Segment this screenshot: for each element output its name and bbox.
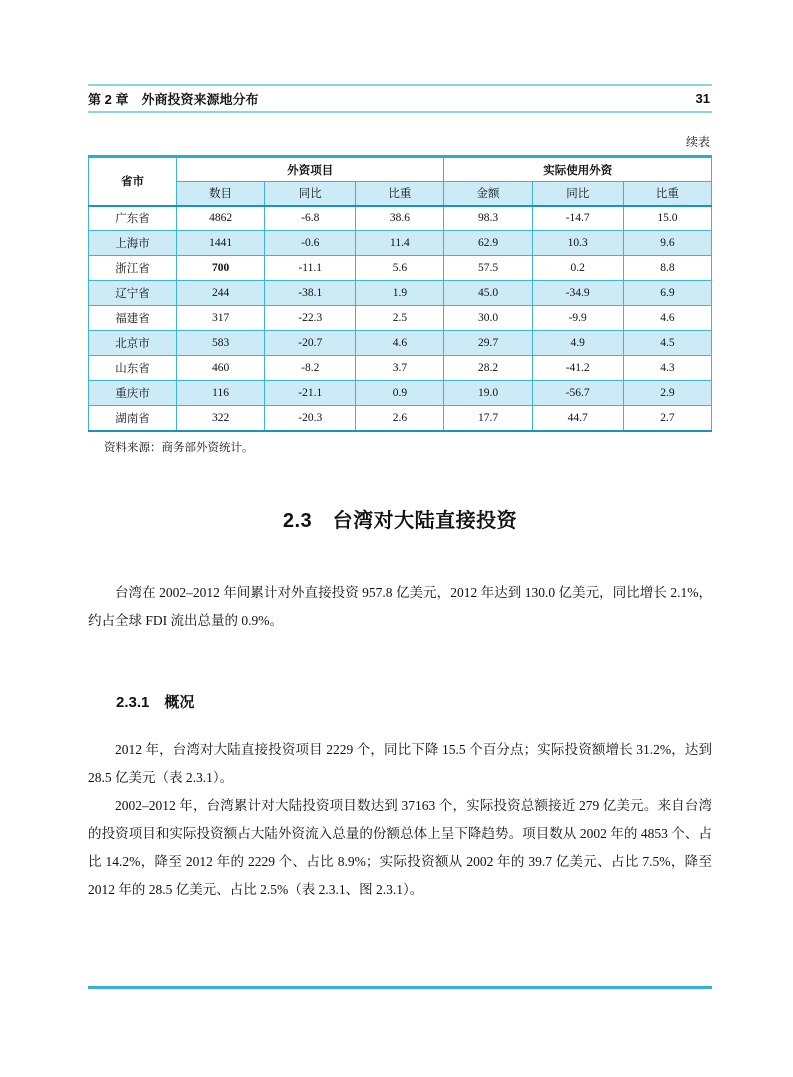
cell-fdi-share: 8.8 <box>623 256 711 281</box>
cell-fdi-amount: 30.0 <box>444 306 532 331</box>
table-row <box>89 331 712 356</box>
cell-fdi-amount: 29.7 <box>444 331 532 356</box>
cell-project-yoy: -20.7 <box>265 331 356 356</box>
cell-fdi-amount: 98.3 <box>444 206 532 231</box>
cell-project-yoy: -11.1 <box>265 256 356 281</box>
cell-province: 上海市 <box>89 231 177 256</box>
paragraph-cumulative: 2002–2012 年，台湾累计对大陆投资项目数达到 37163 个，实际投资总额接近 279 亿美元。来自台湾的投资项目和实际投资额占大陆外资流入总量的份额总体上呈下降趋势。项目数从 2002 年的 4853 个、占比 14.2%，降至 2012 年的 2229 个、占比 8.9%；实际投资额从 2002 年的 39.7 亿美元、占比 7.5%，降至 2012 年的 28.5 亿美元、占比 2.5%（表 2.3.1、图 2.3.1）。 <box>88 797 712 897</box>
cell-project-yoy: -0.6 <box>265 231 356 256</box>
col-header-yoy-projects: 同比 <box>265 182 356 206</box>
table-row <box>89 256 712 281</box>
cell-province: 广东省 <box>89 206 177 231</box>
col-header-province: 省市 <box>89 157 177 206</box>
cell-fdi-amount: 62.9 <box>444 231 532 256</box>
cell-fdi-yoy: 0.2 <box>532 256 623 281</box>
cell-project-yoy: -8.2 <box>265 356 356 381</box>
col-group-actual-fdi: 实际使用外资 <box>444 157 712 182</box>
cell-fdi-amount: 57.5 <box>444 256 532 281</box>
cell-province: 浙江省 <box>89 256 177 281</box>
table-row <box>89 231 712 256</box>
foreign-investment-table <box>88 155 712 432</box>
cell-province: 北京市 <box>89 331 177 356</box>
cell-project-share: 0.9 <box>356 381 444 406</box>
cell-fdi-yoy: 10.3 <box>532 231 623 256</box>
running-head <box>88 84 712 113</box>
cell-project-count: 116 <box>177 381 265 406</box>
cell-fdi-yoy: -9.9 <box>532 306 623 331</box>
cell-project-share: 3.7 <box>356 356 444 381</box>
cell-fdi-share: 2.7 <box>623 406 711 431</box>
cell-project-share: 38.6 <box>356 206 444 231</box>
cell-project-count: 700 <box>177 256 265 281</box>
cell-project-yoy: -22.3 <box>265 306 356 331</box>
cell-fdi-yoy: 44.7 <box>532 406 623 431</box>
table-header-sub-row <box>89 182 712 206</box>
cell-project-share: 1.9 <box>356 281 444 306</box>
cell-project-count: 1441 <box>177 231 265 256</box>
cell-project-share: 2.6 <box>356 406 444 431</box>
cell-project-yoy: -20.3 <box>265 406 356 431</box>
table-row <box>89 406 712 431</box>
cell-fdi-share: 9.6 <box>623 231 711 256</box>
cell-project-count: 460 <box>177 356 265 381</box>
table-body <box>89 206 712 431</box>
table-row <box>89 281 712 306</box>
cell-province: 福建省 <box>89 306 177 331</box>
table-row <box>89 306 712 331</box>
table-row <box>89 206 712 231</box>
table-header-group-row <box>89 157 712 182</box>
paragraph-overview: 台湾在 2002–2012 年间累计对外直接投资 957.8 亿美元，2012 年达到 130.0 亿美元，同比增长 2.1%，约占全球 FDI 流出总量的 0.9%。 <box>88 584 712 628</box>
cell-fdi-yoy: -34.9 <box>532 281 623 306</box>
cell-fdi-share: 2.9 <box>623 381 711 406</box>
cell-project-yoy: -6.8 <box>265 206 356 231</box>
col-header-share-projects: 比重 <box>356 182 444 206</box>
col-header-amount: 金额 <box>444 182 532 206</box>
col-header-count: 数目 <box>177 182 265 206</box>
cell-province: 湖南省 <box>89 406 177 431</box>
cell-project-count: 322 <box>177 406 265 431</box>
footer-rule <box>88 986 712 989</box>
cell-fdi-share: 15.0 <box>623 206 711 231</box>
cell-project-count: 244 <box>177 281 265 306</box>
cell-fdi-share: 4.5 <box>623 331 711 356</box>
subsection-title: 2.3.1 概况 <box>116 693 195 711</box>
cell-province: 山东省 <box>89 356 177 381</box>
cell-project-share: 11.4 <box>356 231 444 256</box>
continued-table-label: 续表 <box>685 135 710 149</box>
cell-project-count: 317 <box>177 306 265 331</box>
cell-project-share: 2.5 <box>356 306 444 331</box>
cell-fdi-share: 4.3 <box>623 356 711 381</box>
chapter-title: 第 2 章 外商投资来源地分布 <box>88 92 259 107</box>
page-content <box>88 0 712 904</box>
cell-province: 辽宁省 <box>89 281 177 306</box>
col-group-foreign-projects: 外资项目 <box>177 157 444 182</box>
cell-project-count: 583 <box>177 331 265 356</box>
cell-fdi-share: 6.9 <box>623 281 711 306</box>
cell-fdi-yoy: 4.9 <box>532 331 623 356</box>
cell-project-share: 5.6 <box>356 256 444 281</box>
cell-project-yoy: -38.1 <box>265 281 356 306</box>
paragraph-2012: 2012 年，台湾对大陆直接投资项目 2229 个，同比下降 15.5 个百分点；实际投资额增长 31.2%，达到 28.5 亿美元（表 2.3.1）。 <box>88 741 712 785</box>
cell-fdi-yoy: -41.2 <box>532 356 623 381</box>
cell-project-count: 4862 <box>177 206 265 231</box>
cell-project-yoy: -21.1 <box>265 381 356 406</box>
cell-fdi-amount: 28.2 <box>444 356 532 381</box>
col-header-share-fdi: 比重 <box>623 182 711 206</box>
cell-fdi-yoy: -14.7 <box>532 206 623 231</box>
cell-fdi-amount: 45.0 <box>444 281 532 306</box>
cell-fdi-yoy: -56.7 <box>532 381 623 406</box>
source-note: 资料来源：商务部外资统计。 <box>104 441 254 454</box>
section-title: 2.3 台湾对大陆直接投资 <box>282 509 518 532</box>
page-number: 31 <box>695 91 710 106</box>
table-row <box>89 356 712 381</box>
table-header <box>89 157 712 206</box>
table-row <box>89 381 712 406</box>
cell-province: 重庆市 <box>89 381 177 406</box>
cell-fdi-share: 4.6 <box>623 306 711 331</box>
col-header-yoy-fdi: 同比 <box>532 182 623 206</box>
cell-fdi-amount: 19.0 <box>444 381 532 406</box>
cell-project-share: 4.6 <box>356 331 444 356</box>
cell-fdi-amount: 17.7 <box>444 406 532 431</box>
